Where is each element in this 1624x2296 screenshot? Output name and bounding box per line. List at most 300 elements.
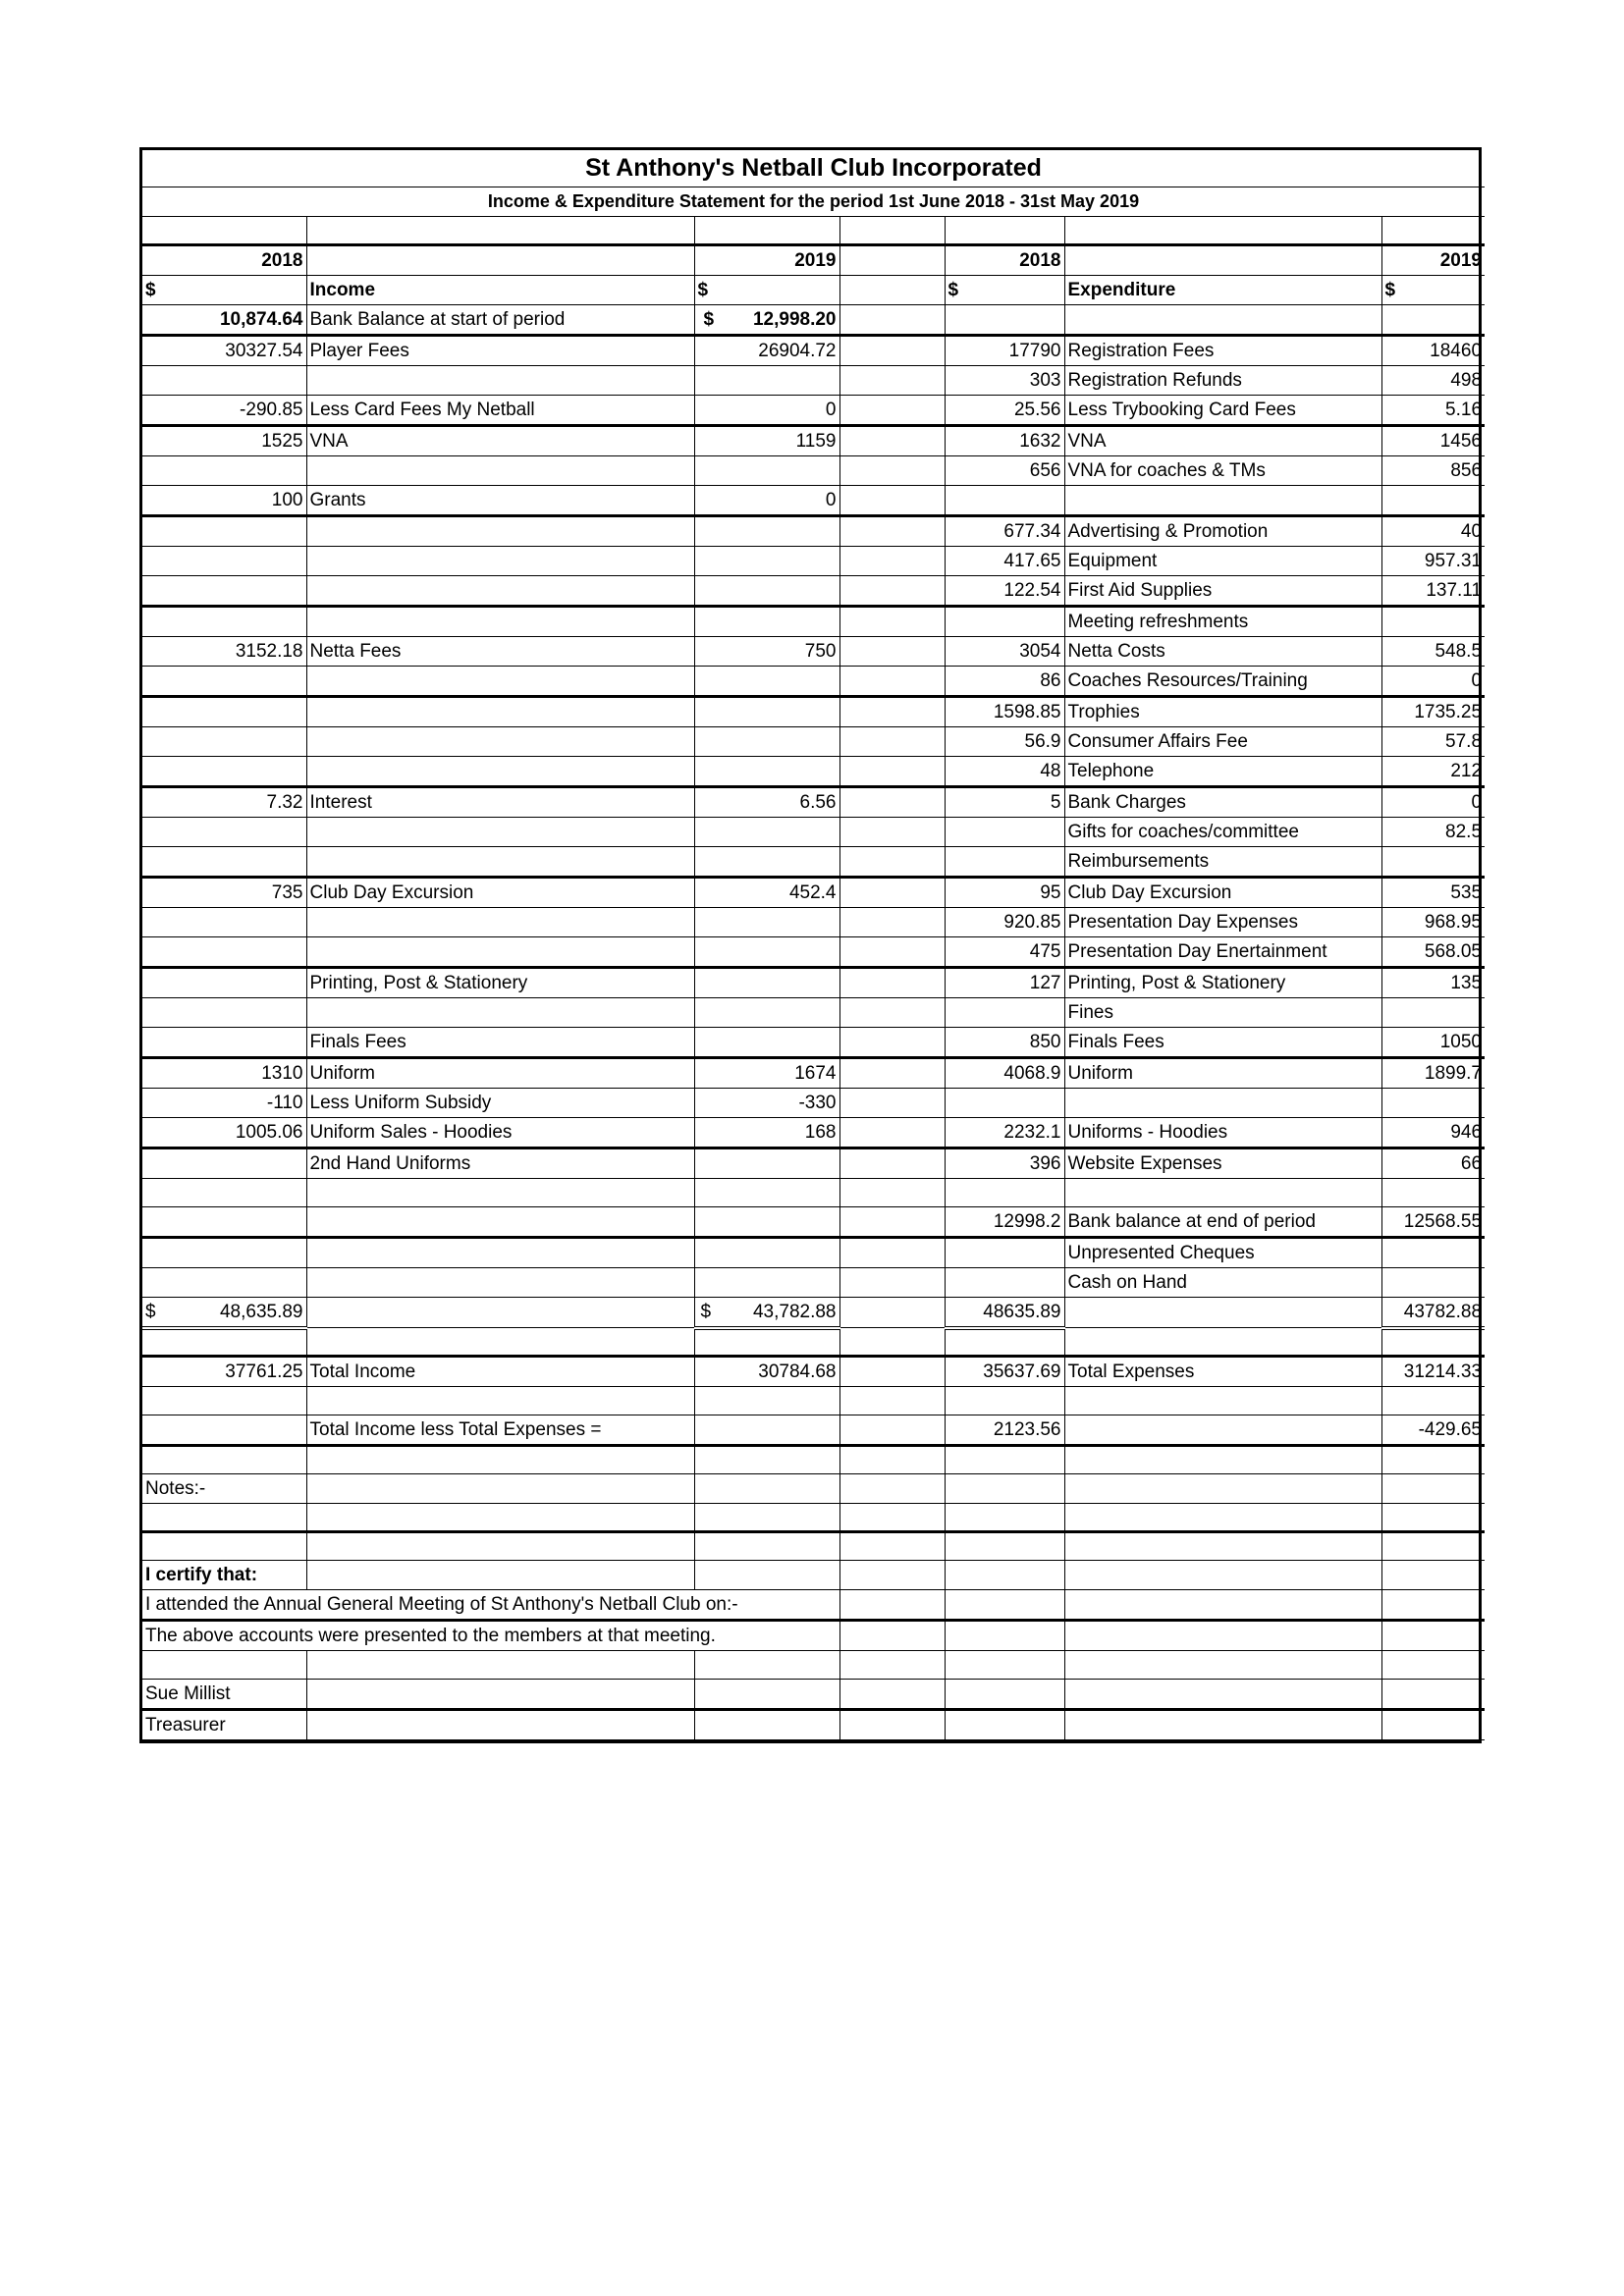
expenditure-2018-value: 12998.2 <box>945 1206 1064 1237</box>
income-2019-value <box>694 997 839 1027</box>
expenditure-2018-header: 2018 <box>945 244 1064 275</box>
expenditure-2019-value: 12568.55 <box>1381 1206 1485 1237</box>
signatory-role-row <box>142 1710 1485 1740</box>
line-item-row <box>142 606 1485 636</box>
expenditure-2019-value <box>1381 1267 1485 1297</box>
expenditure-item-label: Equipment <box>1064 546 1381 575</box>
blank-row <box>142 1446 1485 1474</box>
net-result-2019: -429.65 <box>1381 1415 1485 1446</box>
expenditure-item-label: Uniform <box>1064 1057 1381 1088</box>
grand-total-expenditure-2019: 43782.88 <box>1381 1297 1485 1328</box>
income-item-label: Grants <box>306 485 694 515</box>
line-item-row <box>142 485 1485 515</box>
expenditure-2019-value: 957.31 <box>1381 546 1485 575</box>
line-item-row <box>142 1206 1485 1237</box>
income-expenditure-statement <box>139 147 1482 1743</box>
income-2019-value <box>694 907 839 936</box>
expenditure-item-label: Registration Refunds <box>1064 365 1381 395</box>
expenditure-2018-value: 4068.9 <box>945 1057 1064 1088</box>
income-2018-value <box>142 846 306 877</box>
income-2018-value <box>142 515 306 546</box>
grand-total-income-2019: $ 43,782.88 <box>694 1297 839 1328</box>
net-result-2018: 2123.56 <box>945 1415 1064 1446</box>
income-2019-value <box>694 817 839 846</box>
expenditure-2019-value <box>1381 1088 1485 1117</box>
line-item-row <box>142 726 1485 756</box>
notes-row <box>142 1474 1485 1504</box>
certify-row <box>142 1561 1485 1590</box>
income-2019-value: 0 <box>694 485 839 515</box>
income-2019-value <box>694 1027 839 1057</box>
income-2019-value: -330 <box>694 1088 839 1117</box>
spacer-cell <box>839 1117 945 1148</box>
expenditure-2019-value <box>1381 1237 1485 1267</box>
grand-total-income-2018: $ 48,635.89 <box>142 1297 306 1328</box>
expenditure-2019-value: 0 <box>1381 666 1485 696</box>
income-2018-value <box>142 967 306 997</box>
expenditure-item-label: Presentation Day Expenses <box>1064 907 1381 936</box>
line-item-row <box>142 515 1485 546</box>
expenditure-2019-value: 5.16 <box>1381 395 1485 425</box>
grand-total-row <box>142 1297 1485 1328</box>
expenditure-2018-value <box>945 606 1064 636</box>
expenditure-item-label: Printing, Post & Stationery <box>1064 967 1381 997</box>
line-item-row <box>142 1267 1485 1297</box>
expenditure-item-label: Consumer Affairs Fee <box>1064 726 1381 756</box>
income-2019-value: 452.4 <box>694 877 839 907</box>
expenditure-item-label: Telephone <box>1064 756 1381 786</box>
income-item-label: Less Uniform Subsidy <box>306 1088 694 1117</box>
expenditure-item-label: Meeting refreshments <box>1064 606 1381 636</box>
expenditure-2018-value <box>945 846 1064 877</box>
expenditure-2019-value <box>1381 997 1485 1027</box>
spacer-cell <box>839 606 945 636</box>
agm-attendance-statement: I attended the Annual General Meeting of St Anthony's Netball Club on:- <box>142 1590 839 1621</box>
expenditure-2019-value <box>1381 485 1485 515</box>
spacer-cell <box>839 1237 945 1267</box>
expenditure-2019-value: 57.8 <box>1381 726 1485 756</box>
expenditure-heading: Expenditure <box>1064 275 1381 304</box>
grand-total-expenditure-2018: 48635.89 <box>945 1297 1064 1328</box>
spacer-cell <box>839 696 945 726</box>
income-2019-value: 26904.72 <box>694 335 839 365</box>
expenditure-item-label: Less Trybooking Card Fees <box>1064 395 1381 425</box>
spacer-cell <box>839 907 945 936</box>
expenditure-2018-value: 677.34 <box>945 515 1064 546</box>
line-item-row <box>142 1117 1485 1148</box>
line-item-row <box>142 877 1485 907</box>
opening-balance-2019: $ 12,998.20 <box>694 304 839 335</box>
currency-label: $ <box>142 275 306 304</box>
expenditure-2019-value: 535 <box>1381 877 1485 907</box>
expenditure-item-label: Uniforms - Hoodies <box>1064 1117 1381 1148</box>
expenditure-item-label: Cash on Hand <box>1064 1267 1381 1297</box>
spacer-cell <box>839 817 945 846</box>
expenditure-2018-value: 303 <box>945 365 1064 395</box>
spacer-cell <box>839 1178 945 1206</box>
expenditure-2018-value <box>945 485 1064 515</box>
spacer-cell <box>839 756 945 786</box>
line-item-row <box>142 666 1485 696</box>
expenditure-2019-value: 498 <box>1381 365 1485 395</box>
line-item-row <box>142 425 1485 455</box>
income-2018-value <box>142 936 306 967</box>
income-item-label <box>306 606 694 636</box>
expenditure-item-label: Reimbursements <box>1064 846 1381 877</box>
income-2019-value: 0 <box>694 395 839 425</box>
spacer-cell <box>839 395 945 425</box>
income-item-label: Club Day Excursion <box>306 877 694 907</box>
expenditure-2018-value: 122.54 <box>945 575 1064 606</box>
income-2018-value <box>142 606 306 636</box>
spacer-cell <box>839 666 945 696</box>
expenditure-2018-value: 1632 <box>945 425 1064 455</box>
expenditure-2019-value <box>1381 1178 1485 1206</box>
income-item-label <box>306 907 694 936</box>
line-item-row <box>142 936 1485 967</box>
income-2019-value <box>694 1178 839 1206</box>
expenditure-2018-value: 920.85 <box>945 907 1064 936</box>
line-item-row <box>142 575 1485 606</box>
line-item-row <box>142 1178 1485 1206</box>
expenditure-2019-value: 548.5 <box>1381 636 1485 666</box>
signatory-name: Sue Millist <box>142 1680 306 1710</box>
income-item-label <box>306 1237 694 1267</box>
income-item-label <box>306 515 694 546</box>
expenditure-2019-value: 968.95 <box>1381 907 1485 936</box>
line-item-row <box>142 907 1485 936</box>
spacer-cell <box>839 877 945 907</box>
total-expenses-2019: 31214.33 <box>1381 1357 1485 1387</box>
income-item-label <box>306 365 694 395</box>
blank-row <box>142 1651 1485 1680</box>
income-2018-value <box>142 817 306 846</box>
line-item-row <box>142 636 1485 666</box>
income-item-label <box>306 756 694 786</box>
spacer-cell <box>839 997 945 1027</box>
spacer-cell <box>839 335 945 365</box>
line-item-row <box>142 1027 1485 1057</box>
expenditure-2019-value: 1456 <box>1381 425 1485 455</box>
expenditure-2018-value: 850 <box>945 1027 1064 1057</box>
income-item-label: Interest <box>306 786 694 817</box>
expenditure-item-label: VNA for coaches & TMs <box>1064 455 1381 485</box>
expenditure-item-label: Registration Fees <box>1064 335 1381 365</box>
income-item-label: Finals Fees <box>306 1027 694 1057</box>
year-header-row <box>142 244 1485 275</box>
spacer-cell <box>839 1148 945 1178</box>
spacer-cell <box>839 1057 945 1088</box>
income-2018-value <box>142 997 306 1027</box>
spacer-cell <box>839 636 945 666</box>
income-2018-value <box>142 666 306 696</box>
income-item-label: Uniform <box>306 1057 694 1088</box>
document-subtitle: Income & Expenditure Statement for the period 1st June 2018 - 31st May 2019 <box>142 187 1485 216</box>
line-item-row <box>142 967 1485 997</box>
spacer-cell <box>839 546 945 575</box>
expenditure-2018-value: 17790 <box>945 335 1064 365</box>
blank-row <box>142 1387 1485 1415</box>
income-2018-value <box>142 1148 306 1178</box>
income-item-label <box>306 455 694 485</box>
income-item-label <box>306 997 694 1027</box>
income-2018-value <box>142 1237 306 1267</box>
income-2019-value <box>694 936 839 967</box>
income-2018-header: 2018 <box>142 244 306 275</box>
expenditure-2019-value: 946 <box>1381 1117 1485 1148</box>
total-expenses-2018: 35637.69 <box>945 1357 1064 1387</box>
income-2018-value: 1310 <box>142 1057 306 1088</box>
expenditure-2019-value: 1899.7 <box>1381 1057 1485 1088</box>
income-2019-value: 1159 <box>694 425 839 455</box>
spacer-cell <box>839 786 945 817</box>
expenditure-2018-value: 475 <box>945 936 1064 967</box>
expenditure-item-label: First Aid Supplies <box>1064 575 1381 606</box>
income-item-label: Player Fees <box>306 335 694 365</box>
blank-row <box>142 1504 1485 1532</box>
expenditure-2018-value: 5 <box>945 786 1064 817</box>
expenditure-2018-value <box>945 1237 1064 1267</box>
expenditure-item-label: Fines <box>1064 997 1381 1027</box>
expenditure-item-label: Gifts for coaches/committee <box>1064 817 1381 846</box>
expenditure-item-label <box>1064 1178 1381 1206</box>
expenditure-2019-value: 1735.25 <box>1381 696 1485 726</box>
line-item-row <box>142 1057 1485 1088</box>
expenditure-2018-value: 417.65 <box>945 546 1064 575</box>
expenditure-2018-value <box>945 1088 1064 1117</box>
income-2018-value: 1005.06 <box>142 1117 306 1148</box>
expenditure-2019-value: 212 <box>1381 756 1485 786</box>
expenditure-item-label: Website Expenses <box>1064 1148 1381 1178</box>
income-2018-value <box>142 1027 306 1057</box>
accounts-presented-row <box>142 1621 1485 1651</box>
spacer-cell <box>839 1206 945 1237</box>
income-item-label: Printing, Post & Stationery <box>306 967 694 997</box>
income-2019-value <box>694 1148 839 1178</box>
income-item-label <box>306 817 694 846</box>
spacer-cell <box>839 1088 945 1117</box>
line-item-row <box>142 1237 1485 1267</box>
income-2019-value: 168 <box>694 1117 839 1148</box>
income-heading: Income <box>306 275 694 304</box>
opening-balance-label: Bank Balance at start of period <box>306 304 694 335</box>
total-income-2018: 37761.25 <box>142 1357 306 1387</box>
income-2018-value <box>142 1206 306 1237</box>
expenditure-2019-value: 568.05 <box>1381 936 1485 967</box>
expenditure-2018-value <box>945 1178 1064 1206</box>
expenditure-item-label <box>1064 1088 1381 1117</box>
income-2018-value <box>142 365 306 395</box>
spacer-cell <box>839 485 945 515</box>
expenditure-2019-value: 0 <box>1381 786 1485 817</box>
spacer-cell <box>839 967 945 997</box>
income-2019-value <box>694 365 839 395</box>
expenditure-2019-header: 2019 <box>1381 244 1485 275</box>
expenditure-2018-value <box>945 1267 1064 1297</box>
income-2018-value <box>142 1267 306 1297</box>
income-2018-value <box>142 455 306 485</box>
expenditure-item-label <box>1064 485 1381 515</box>
income-2018-value <box>142 907 306 936</box>
total-income-label: Total Income <box>306 1357 694 1387</box>
line-item-row <box>142 1088 1485 1117</box>
spacer-cell <box>839 1027 945 1057</box>
expenditure-2019-value <box>1381 846 1485 877</box>
income-item-label <box>306 726 694 756</box>
income-2019-header: 2019 <box>694 244 839 275</box>
accounts-presented-statement: The above accounts were presented to the members at that meeting. <box>142 1621 839 1651</box>
spacer-cell <box>839 515 945 546</box>
income-2018-value: -110 <box>142 1088 306 1117</box>
total-income-2019: 30784.68 <box>694 1357 839 1387</box>
expenditure-2018-value: 127 <box>945 967 1064 997</box>
opening-balance-2018: 10,874.64 <box>142 304 306 335</box>
expenditure-2018-value: 48 <box>945 756 1064 786</box>
income-item-label <box>306 575 694 606</box>
expenditure-item-label: Coaches Resources/Training <box>1064 666 1381 696</box>
blank-row <box>142 1532 1485 1561</box>
income-2019-value <box>694 1267 839 1297</box>
expenditure-2018-value <box>945 817 1064 846</box>
line-item-row <box>142 756 1485 786</box>
expenditure-item-label: VNA <box>1064 425 1381 455</box>
income-item-label <box>306 666 694 696</box>
income-2018-value <box>142 726 306 756</box>
income-2019-value <box>694 666 839 696</box>
income-2019-value <box>694 546 839 575</box>
agm-attendance-row <box>142 1590 1485 1621</box>
signatory-name-row <box>142 1680 1485 1710</box>
expenditure-2018-value: 1598.85 <box>945 696 1064 726</box>
expenditure-item-label: Bank balance at end of period <box>1064 1206 1381 1237</box>
expenditure-2019-value: 66 <box>1381 1148 1485 1178</box>
income-2018-value: -290.85 <box>142 395 306 425</box>
spacer-cell <box>839 455 945 485</box>
line-item-row <box>142 546 1485 575</box>
line-item-row <box>142 786 1485 817</box>
expenditure-2019-value: 856 <box>1381 455 1485 485</box>
opening-balance-row <box>142 304 1485 335</box>
line-item-row <box>142 846 1485 877</box>
currency-label: $ <box>1381 275 1485 304</box>
statement-table <box>142 150 1485 1740</box>
expenditure-item-label: Finals Fees <box>1064 1027 1381 1057</box>
income-2019-value <box>694 756 839 786</box>
income-2018-value <box>142 546 306 575</box>
income-item-label <box>306 1267 694 1297</box>
line-item-row <box>142 335 1485 365</box>
income-2019-value <box>694 455 839 485</box>
income-2019-value <box>694 515 839 546</box>
income-item-label <box>306 1178 694 1206</box>
currency-label: $ <box>945 275 1064 304</box>
income-item-label: Uniform Sales - Hoodies <box>306 1117 694 1148</box>
expenditure-item-label: Presentation Day Enertainment <box>1064 936 1381 967</box>
income-2018-value: 100 <box>142 485 306 515</box>
expenditure-2018-value: 56.9 <box>945 726 1064 756</box>
expenditure-item-label: Bank Charges <box>1064 786 1381 817</box>
line-item-row <box>142 365 1485 395</box>
line-item-row <box>142 817 1485 846</box>
income-2019-value <box>694 726 839 756</box>
expenditure-item-label: Unpresented Cheques <box>1064 1237 1381 1267</box>
spacer-cell <box>839 365 945 395</box>
income-item-label: VNA <box>306 425 694 455</box>
income-2019-value: 6.56 <box>694 786 839 817</box>
line-item-row <box>142 696 1485 726</box>
expenditure-2018-value: 86 <box>945 666 1064 696</box>
income-item-label <box>306 1206 694 1237</box>
net-result-row <box>142 1415 1485 1446</box>
income-2019-value <box>694 846 839 877</box>
income-item-label <box>306 696 694 726</box>
line-item-row <box>142 455 1485 485</box>
income-2018-value <box>142 575 306 606</box>
income-item-label <box>306 846 694 877</box>
line-item-row <box>142 395 1485 425</box>
blank-row <box>142 216 1485 244</box>
signatory-role: Treasurer <box>142 1710 306 1740</box>
income-2019-value <box>694 575 839 606</box>
income-2019-value <box>694 1206 839 1237</box>
income-item-label <box>306 936 694 967</box>
expenditure-item-label: Advertising & Promotion <box>1064 515 1381 546</box>
certify-heading: I certify that: <box>142 1561 306 1590</box>
income-2019-value <box>694 967 839 997</box>
expenditure-item-label: Netta Costs <box>1064 636 1381 666</box>
income-2018-value <box>142 1178 306 1206</box>
expenditure-2018-value: 656 <box>945 455 1064 485</box>
income-2019-value <box>694 606 839 636</box>
expenditure-2019-value: 82.5 <box>1381 817 1485 846</box>
expenditure-2019-value <box>1381 606 1485 636</box>
income-item-label <box>306 546 694 575</box>
income-item-label: Less Card Fees My Netball <box>306 395 694 425</box>
net-result-label: Total Income less Total Expenses = <box>306 1415 694 1446</box>
notes-label: Notes:- <box>142 1474 306 1504</box>
income-2018-value <box>142 756 306 786</box>
expenditure-2018-value <box>945 997 1064 1027</box>
expenditure-2019-value: 135 <box>1381 967 1485 997</box>
expenditure-item-label: Club Day Excursion <box>1064 877 1381 907</box>
expenditure-2019-value: 18460 <box>1381 335 1485 365</box>
spacer-cell <box>839 1267 945 1297</box>
expenditure-2018-value: 25.56 <box>945 395 1064 425</box>
expenditure-2018-value: 95 <box>945 877 1064 907</box>
expenditure-2019-value: 1050 <box>1381 1027 1485 1057</box>
income-item-label: Netta Fees <box>306 636 694 666</box>
income-2018-value: 30327.54 <box>142 335 306 365</box>
currency-label: $ <box>694 275 839 304</box>
expenditure-2018-value: 2232.1 <box>945 1117 1064 1148</box>
income-2019-value <box>694 1237 839 1267</box>
totals-row <box>142 1357 1485 1387</box>
spacer-cell <box>839 575 945 606</box>
income-2018-value: 7.32 <box>142 786 306 817</box>
income-2018-value: 1525 <box>142 425 306 455</box>
spacer-cell <box>839 936 945 967</box>
spacer-cell <box>839 425 945 455</box>
spacer-cell <box>839 726 945 756</box>
blank-row <box>142 1328 1485 1357</box>
income-2018-value: 3152.18 <box>142 636 306 666</box>
spacer-cell <box>839 846 945 877</box>
line-item-row <box>142 997 1485 1027</box>
expenditure-2018-value: 396 <box>945 1148 1064 1178</box>
income-2018-value: 735 <box>142 877 306 907</box>
expenditure-2018-value: 3054 <box>945 636 1064 666</box>
income-2018-value <box>142 696 306 726</box>
